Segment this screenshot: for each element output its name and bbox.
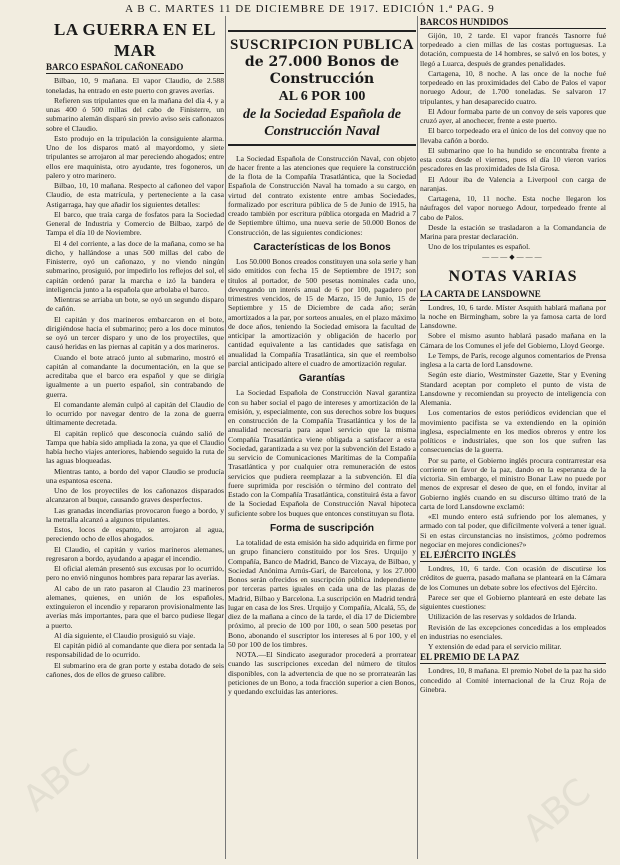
subhead-english-army: EL EJÉRCITO INGLÉS — [420, 550, 606, 562]
paragraph: Los comentarios de estos periódicos evidencian que el movimiento pacifista se va extendiendo en la opinión inglesa, especialmente en los medios obreros y entre los políticos e industriales, que son los que sufren las consecuencias de la guerra. — [420, 408, 606, 455]
paragraph: Sobre el mismo asunto hablará pasado mañana en la Cámara de los Comunes el jefe del Gobierno, Lloyd George. — [420, 331, 606, 350]
subscription-rate: AL 6 POR 100 — [278, 89, 366, 105]
paragraph: El capitán y dos marineros embarcaron en el bote, dirigiéndose hacia el submarino; pero a los doce minutos se oyó un tercer disparo y uno de los proyectiles, que causó heridas en las piernas al capitán y a dos marineros. — [46, 314, 224, 352]
paragraph: El Adour iba de Valencia a Liverpool con carga de naranjas. — [420, 174, 606, 193]
paragraph: Esto produjo en la tripulación la consiguiente alarma. Uno de los disparos mató al mayordomo, y siete tripulantes se arrojaron al mar pereciendo ahogados; entre ellos ere maquinista, otro ayudante, tres fogoneros, un palero y otro marinero. — [46, 133, 224, 180]
paragraph: Parece ser que el Gobierno planteará en este debate las siguientes cuestiones: — [420, 592, 606, 612]
paragraph: Gijón, 10, 2 tarde. El vapor francés Tasnorre fué torpedeado a cien millas de las costas portuguesas. La dotación, compuesta de 14 hombres, se salvó en los botes, y llegó a Luarca, después de grandes penalidades. — [420, 30, 606, 68]
paragraph: El oficial alemán presentó sus excusas por lo ocurrido, pero no envió ningunos hombres para reparar las averías. — [46, 564, 224, 583]
section-text-bonds: Los 50.000 Bonos creados constituyen una sola serie y han sido emitidos con fecha 15 de Septiembre de 1917; son títulos al portador, de 500 pesetas nominales cada uno, devengando un interés anual de 6 por 100, pagadero por trimestres vencidos, de 15 de Marzo, 15 de Junio, 15 de Septiembre y 15 de Diciembre de cada año; serán amortizados a la par, por sorteos anuales, en el plazo máximo de doce años, teniendo la Sociedad emisora la facultad de anticipar la amortización y obligación de hacerlo por cantidad equivalente a las cantidades que satisfaga en anualidad la Compañía Trasatlántica, sin que el reembolso parcial anticipado altere el cuadro de amortización regular. — [228, 257, 416, 368]
headline-various-notes: NOTAS VARIAS — [448, 268, 578, 286]
paragraph: El 4 del corriente, a las doce de la mañana, como se ha dicho, y hallándose a unas 500 millas del cabo de Finisterre, oyó un cañonazo, y no viendo ningún submarino, prosiguió, por impedirlo los reflejos del sol, el capitán ordenó parar la marcha e izó la bandera e inteligencia junto a la española que arbolaba el barco. — [46, 238, 224, 294]
subhead-peace-prize: EL PREMIO DE LA PAZ — [420, 652, 606, 664]
subscription-banner — [228, 30, 416, 146]
section-text-subscription: La totalidad de esta emisión ha sido adquirida en firme por un grupo financiero constituido por los Sres. Urquijo y Compañía, Banco de Madrid, Banco de Vizcaya, de Bilbao, y Sociedad Anónima Arnús-Garí, de Barcelona, y los 27.000 Bonos serán ofrecidos en suscripción pública independiente por terceras partes iguales en cada una de las plazas de Madrid, Bilbao y Barcelona. La suscripción en Madrid tendrá lugar en casa de los Sres. Urquijo y Compañía, Alcalá, 55, de diez de la mañana a cinco de la tarde, el día 17 de Diciembre próximo, al precio de 100 por 100, o sean 500 pesetas por Bono, abonando el suscriptor los intereses al 6 por 100, y el 50 por 100 de los timbres. — [228, 538, 416, 649]
paragraph: Cuando el bote atracó junto al submarino, mostró el capitán al comandante la documentación, en la que se acreditaba que el barco era español y que se dirigía igualmente a un puerto español, sin contrabando de guerra. — [46, 352, 224, 399]
paragraph: Por su parte, el Gobierno inglés procura contrarrestar esa corriente en favor de la paz, dando en la esperanza de la victoria. Sin embargo, el ministro Bonar Law no puede por menos de expresar el deseo de que, en el fondo, invitar al Gobierno inglés cuando en su discurso último trató de la carta de lord Lansdowne exclamó: — [420, 455, 606, 511]
article-sunk-ships — [420, 31, 606, 252]
subscription-intro: La Sociedad Española de Construcción Naval, con objeto de hacer frente a las atenciones que requiere la construcción de la flota de la Compañía Trasatlántica, que la Sociedad Española de Construcción Naval ha tomado a su cargo, en virtud del contrato existente entre ambas Sociedades, formalizado por escritura pública de 5 de Junio de 1915, ha creado también por escritura pública otorgada en Madrid a 7 de Septiembre último, una nueva serie de 50.000 Bonos de Construcción, de las siguientes condiciones: — [228, 153, 416, 237]
paragraph: Estos, locos de espanto, se arrojaron al agua, pereciendo ocho de ellos ahogados. — [46, 525, 224, 544]
paragraph: Revisión de las excepciones concedidas a los empleados en industrias no esenciales. — [420, 622, 606, 641]
paragraph: El barco, que traía carga de fosfatos para la Sociedad General de Industria y Comercio de Bilbao, zarpó de Tampa el día 10 de Noviembre. — [46, 209, 224, 238]
paragraph: Cartagena, 10, 8 noche. A las once de la noche fué torpedeado en las proximidades del Cabo de Palos el vapor noruego Adour, de 1.700 toneladas. Se salvaron 17 tripulantes, y han desaparecido cuatro. — [420, 68, 606, 106]
subscription-company: de la Sociedad Española de Construcción Naval — [243, 106, 401, 139]
article-lansdowne — [420, 303, 606, 550]
section-text-guarantees: La Sociedad Española de Construcción Naval garantiza con su haber social el pago de intereses y amortización de la emisión, y, especialmente, con sus derechos sobre los buques en construcción de la Compañía Trasatlántica y los de la anualidad necesaria para aquel servicio que la misma Compañía Trasatlántica viene obligada a satisfacer a esta Sociedad, garantizada a su vez por la subvención del Estado a su servicio de Comunicaciones Marítimas de la Compañía Trasatlántica y por cualquier otra remuneración de estos servicios que pudiera reemplazar a la subvención. El día fuere suprimida por rescisión o término del contrato del Estado con la Compañía Trasatlántica, constituirá ésta a favor de la Sociedad Española de Construcción Naval hipoteca suficiente sobre los buques que entonces constituyan su flota. — [228, 388, 416, 518]
paragraph: Cartagena, 10, 11 noche. Esta noche llegaron los náufragos del vapor noruego Adour, torpedeado frente al cabo de Palos. — [420, 194, 606, 222]
paragraph: Al cabo de un rato pasaron al Claudio 23 marineros alemanes, quienes, en unión de los españoles, extinguieron el incendio y repararon provisionalmente las averías más importantes, para que el barco pudiese llegar a puerto. — [46, 583, 224, 630]
subhead-sunk-ships: BARCOS HUNDIDOS — [420, 17, 606, 29]
paragraph: Mientras se arriaba un bote, se oyó un segundo disparo de cañón. — [46, 295, 224, 314]
watermark-text: ABC — [515, 771, 599, 850]
paragraph: El submarino era de gran porte y estaba dotado de seis cañones, dos de ellos de grueso calibre. — [46, 660, 224, 679]
paragraph: Mientras tanto, a bordo del vapor Claudio se producía una espantosa escena. — [46, 466, 224, 485]
section-title-bonds: Características de los Bonos — [253, 241, 391, 253]
subscription-note: NOTA.—El Sindicato asegurador procederá a prorratear cuando las suscripciones excedan del número de títulos disponibles, con la advertencia de que no se prorratearán las peticiones de un Bono, a toda fracción superior a cien Bonos, y quedando excluidas las anteriores. — [228, 650, 416, 696]
column-war-at-sea — [46, 16, 224, 859]
paragraph: Londres, 10, 8 mañana. El premio Nobel de la paz ha sido concedido al Comité internacional de la Cruz Roja de Ginebra. — [420, 666, 606, 694]
headline-war-at-sea: LA GUERRA EN EL MAR — [54, 20, 216, 60]
paragraph: Y extensión de edad para el servicio militar. — [428, 642, 562, 652]
paragraph: El barco torpedeado era el único de los del convoy que no llevaba cañón a bordo. — [420, 126, 606, 145]
paragraph: Londres, 10, 6 tarde. Con ocasión de discutirse los créditos de guerra, pasado mañana se planteará en la Cámara de los Comunes un debate sobre los efectivos del Ejército. — [420, 564, 606, 592]
paragraph: Al día siguiente, el Claudio prosiguió su viaje. — [54, 630, 196, 640]
paragraph: Según este diario, Westminster Gazette, Star y Evening Standard aceptan por completo el punto de vista de Lansdowne y recomiendan su proyecto de inteligencia con Alemania. — [420, 370, 606, 408]
paragraph: El comandante alemán culpó al capitán del Claudio de lo ocurrido por navegar dentro de la zona de guerra últimamente decretada. — [46, 399, 224, 428]
watermark-text: ABC — [15, 741, 99, 820]
paragraph: Bilbao, 10, 9 mañana. El vapor Claudio, de 2.588 toneladas, ha entrado en este puerto con graves averías. — [46, 76, 224, 95]
subscription-bonds: de 27.000 Bonos de Construcción — [244, 54, 400, 88]
article-body — [46, 76, 224, 679]
subhead-lansdowne: LA CARTA DE LANSDOWNE — [420, 289, 606, 301]
section-title-guarantees: Garantías — [298, 373, 346, 385]
paragraph: El capitán replicó que desconocía cuándo salió de Tampa que había sido ampliada la zona, ya que el Claudio había hecho viajes anteriores, habiendo seguido la ruta de las aguas bloqueadas. — [46, 428, 224, 466]
paragraph: Bilbao, 10, 10 mañana. Respecto al cañoneo del vapor Claudio, de esta matrícula, y perteneciente a la casa Astigarraga, hay que añadir los siguientes detalles: — [46, 181, 224, 209]
paragraph: El submarino que lo ha hundido se encontraba frente a esta costa desde el viernes, pues el día 10 vieron varios pescadores en las proximidades de Isla Grosa. — [420, 145, 606, 174]
column-subscription — [228, 16, 416, 859]
paragraph: Las granadas incendiarias provocaron fuego a bordo, y la metralla alcanzó a algunos tripulantes. — [46, 505, 224, 524]
paragraph: Uno de los proyectiles de los cañonazos disparados alcanzaron al buque, causando graves desperfectos. — [46, 486, 224, 505]
article-peace-prize — [420, 666, 606, 694]
paragraph: El Adour formaba parte de un convoy de seis vapores que cruzó ayer, al anochecer, frente a este puerto. — [420, 106, 606, 126]
paragraph: Utilización de las reservas y soldados de Irlanda. — [428, 612, 577, 622]
section-title-subscription: Forma de suscripción — [270, 522, 374, 534]
column-rule — [417, 16, 418, 859]
paragraph: El Claudio, el capitán y varios marineros alemanes, regresaron a bordo, ayudando a apagar el incendio. — [46, 544, 224, 563]
paragraph: Le Temps, de París, recoge algunos comentarios de Prensa inglesa a la carta de lord Lansdowne. — [420, 350, 606, 370]
paragraph: Londres, 10, 6 tarde. Míster Asquith hablará mañana por la noche en Birmingham, sobre la ya famosa carta de lord Lansdowne. — [420, 302, 606, 331]
paragraph: Desde la estación se trasladaron a la Comandancia de Marina para prestar declaración. — [420, 222, 606, 242]
paragraph: Uno de los tripulantes es español. — [428, 242, 531, 252]
running-head: A B C. MARTES 11 DE DICIEMBRE DE 1917. EDICIÓN 1.ª PAG. 9 — [125, 3, 495, 15]
column-news — [420, 16, 606, 859]
paragraph: Refieren sus tripulantes que en la mañana del día 4, y a unas 400 ó 500 millas del cabo de Finisterre, un submarino alemán disparó sin previo aviso seis cañonazos sobre el Claudio. — [46, 95, 224, 133]
subscription-title: SUSCRIPCION PUBLICA — [229, 37, 415, 53]
column-rule — [225, 16, 226, 859]
paragraph: El capitán pidió al comandante que diera por sentada la responsabilidad de lo ocurrido. — [46, 641, 224, 660]
paragraph: «El mundo entero está sufriendo por los alemanes, y armado con tal poder, que difícilmente volverá a tener igual. Si en estas circunstancias no insistimos, ¿cómo podremos negociar en mejores condiciones?» — [420, 512, 606, 549]
subhead-spanish-ship: BARCO ESPAÑOL CAÑONEADO — [46, 62, 224, 74]
ornament-divider: ———◆——— — [482, 252, 544, 261]
article-english-army — [420, 564, 606, 651]
